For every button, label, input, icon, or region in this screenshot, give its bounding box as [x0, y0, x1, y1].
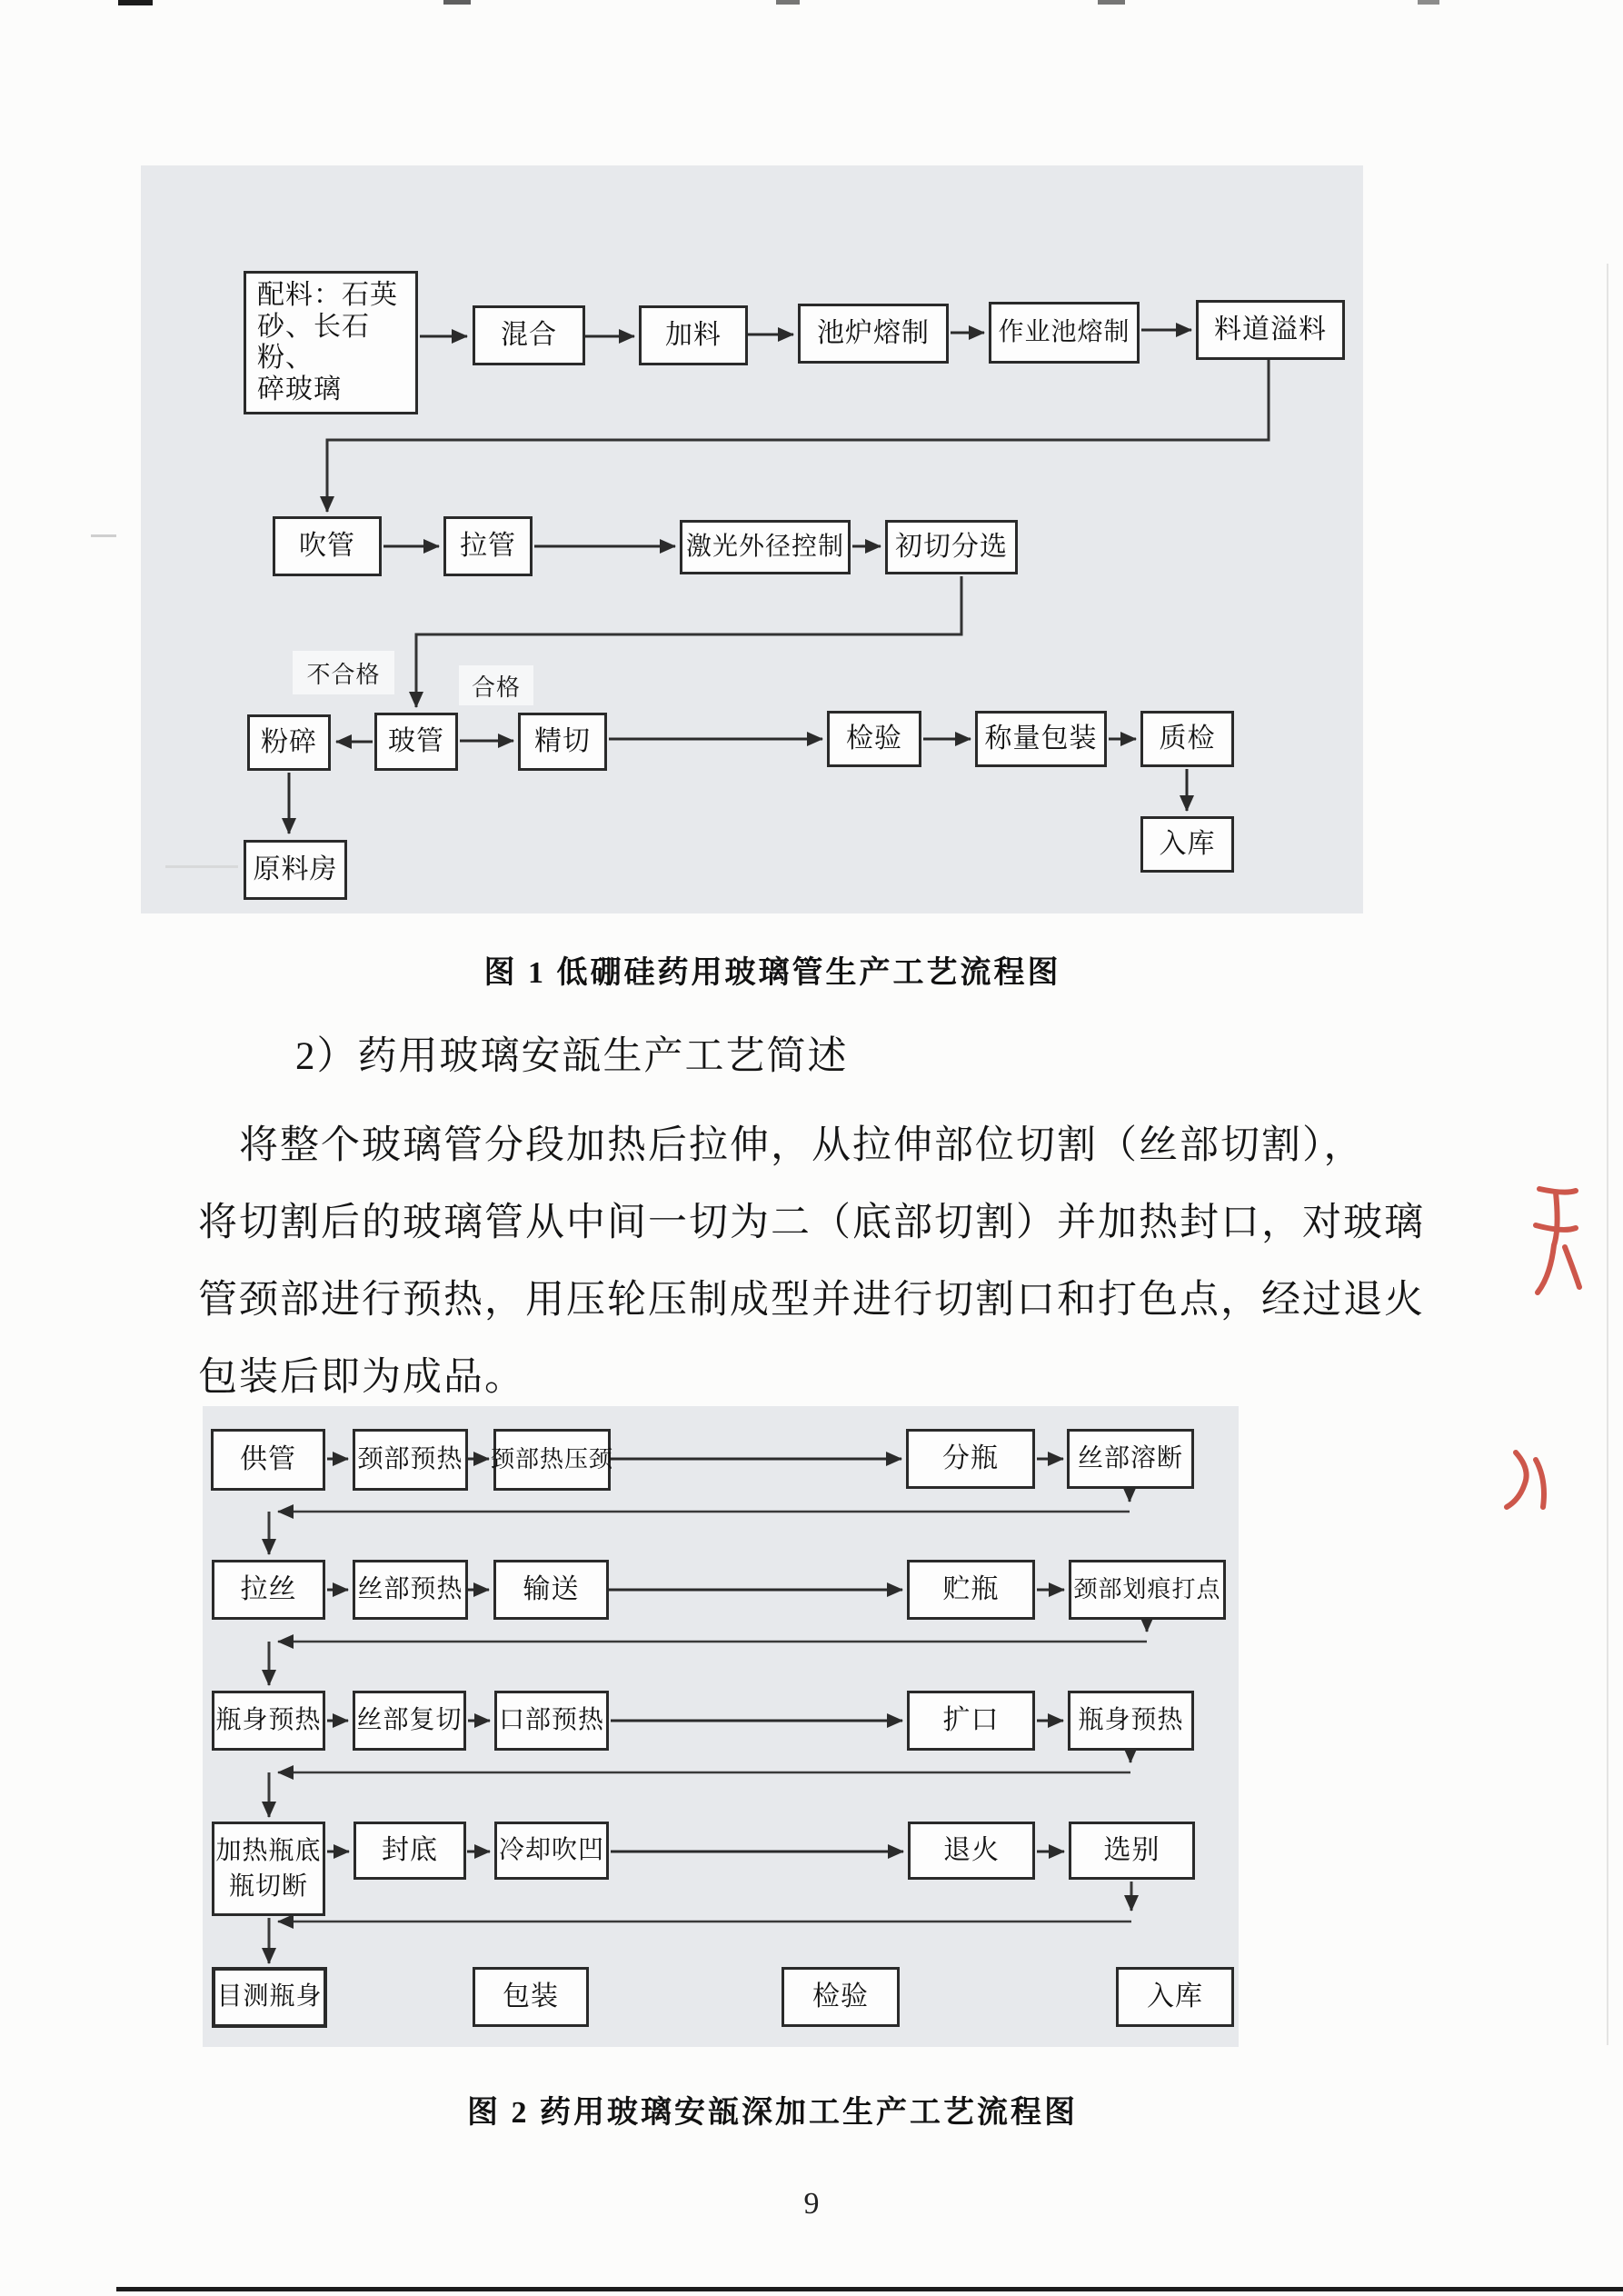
fig2-node-annealing: [908, 1822, 1035, 1880]
fig1-node-feeding: [639, 305, 748, 365]
node-label: 瓶身预热: [1078, 1705, 1184, 1734]
node-label: 加料: [665, 319, 722, 350]
node-label: 丝部复切: [356, 1705, 463, 1734]
node-label: 供管: [240, 1443, 296, 1474]
node-label: 入库: [1147, 1981, 1203, 2011]
label-text: 不合格: [306, 661, 381, 688]
fig1-node-tube-blowing: [273, 516, 382, 576]
node-label: 检验: [812, 1981, 869, 2011]
node-label: 瓶身预热: [215, 1705, 322, 1734]
fig2-node-final-inspection: [782, 1967, 900, 2027]
node-label: 原料房: [253, 854, 338, 884]
fig1-node-inspection: [827, 711, 921, 767]
fig2-node-wire-drawing: [212, 1560, 325, 1620]
node-label: 精切: [534, 725, 591, 756]
figure1-caption: [82, 947, 1463, 992]
node-label: 料道溢料: [1214, 314, 1327, 344]
scan-bottom-line: [116, 2287, 1623, 2291]
body-line: [198, 1269, 1425, 1324]
fig1-node-initial-cut-sorting: [885, 520, 1018, 574]
fig1-node-batch-materials: [244, 271, 418, 414]
heading-text: 2）药用玻璃安瓿生产工艺简述: [295, 1035, 849, 1078]
node-label: 颈部划痕打点: [1073, 1576, 1221, 1603]
fig2-node-bottle-split: [906, 1429, 1035, 1489]
node-label: 瓶切断: [228, 1872, 308, 1901]
caption-text: 图 1 低硼硅药用玻璃管生产工艺流程图: [483, 956, 1061, 990]
fig1-node-tube-drawing: [443, 516, 533, 576]
node-label: 目测瓶身: [216, 1982, 323, 2011]
node-label: 加热瓶底: [215, 1836, 322, 1865]
scan-edge-mark: [118, 0, 153, 5]
body-text: 管颈部进行预热，用压轮压制成型并进行切割口和打色点，经过退火: [198, 1279, 1425, 1322]
scan-smudge: [165, 865, 238, 868]
scan-right-edge-line: [1607, 264, 1608, 2045]
fig1-node-fine-cutting: [518, 713, 607, 771]
node-label: 吹管: [299, 530, 355, 561]
fig2-node-neck-scratch-dotting: [1069, 1560, 1226, 1620]
node-label: 颈部热压颈: [491, 1446, 614, 1473]
node-label: 丝部溶断: [1077, 1443, 1183, 1472]
node-label: 初切分选: [895, 531, 1008, 562]
fig1-node-raw-material-room: [244, 840, 347, 900]
fig2-node-bottle-storage: [907, 1560, 1035, 1620]
fig1-node-crushing: [247, 714, 331, 771]
node-label: 封底: [382, 1834, 438, 1865]
page-number: [0, 2187, 1623, 2221]
fig1-node-glass-tube: [374, 713, 458, 771]
fig2-node-sorting: [1069, 1822, 1195, 1880]
node-label: 粉碎: [261, 726, 317, 757]
node-label: 扩口: [942, 1704, 1000, 1735]
pass-label: [459, 665, 533, 705]
fig2-node-conveying: [493, 1560, 609, 1620]
fig1-node-warehousing: [1140, 816, 1234, 873]
node-label: 退火: [943, 1834, 1000, 1865]
fig2-node-cooling-blow: [494, 1822, 609, 1880]
red-pen-mark: [1507, 1189, 1579, 1507]
node-label: 输送: [523, 1573, 580, 1604]
scan-smudge: [91, 534, 116, 537]
scan-edge-mark: [776, 0, 800, 5]
node-label: 包装: [503, 1981, 559, 2011]
batch-line: 砂、长石粉、: [257, 311, 370, 373]
batch-line: 碎玻璃: [257, 374, 342, 404]
label-text: 合格: [471, 674, 521, 701]
fig2-node-heat-bottom-and-cut: [212, 1822, 325, 1916]
node-label: 入库: [1159, 828, 1216, 859]
node-label: 池炉熔制: [817, 317, 930, 348]
node-label: 玻管: [388, 725, 444, 756]
fail-label: [293, 651, 394, 694]
node-label: 激光外径控制: [685, 532, 844, 561]
fig1-node-working-pool-melting: [989, 302, 1140, 364]
fig2-node-bottom-sealing: [353, 1822, 466, 1880]
node-label: 贮瓶: [942, 1573, 1000, 1604]
fig2-node-mouth-preheat: [494, 1691, 609, 1751]
body-text: 将整个玻璃管分段加热后拉伸，从拉伸部位切割（丝部切割），: [239, 1124, 1365, 1167]
fig1-node-channel-overflow: [1196, 300, 1345, 360]
page-number-text: 9: [803, 2187, 820, 2221]
fig2-node-tube-supply: [211, 1429, 325, 1491]
fig1-node-weighing-packing: [975, 711, 1107, 767]
fig1-node-laser-od-control: [680, 520, 851, 574]
fig2-node-body-preheat-2: [1068, 1691, 1194, 1751]
fig2-node-neck-preheat: [353, 1429, 468, 1491]
body-text: 包装后即为成品。: [198, 1356, 525, 1399]
node-label: 称量包装: [984, 723, 1098, 754]
fig2-node-packing: [473, 1967, 589, 2027]
caption-text: 图 2 药用玻璃安瓿深加工生产工艺流程图: [467, 2096, 1078, 2130]
fig1-node-tank-furnace-melting: [798, 304, 949, 364]
node-label: 选别: [1103, 1834, 1160, 1865]
node-label: 拉丝: [240, 1573, 297, 1604]
body-line: [198, 1192, 1425, 1247]
fig2-node-mouth-flaring: [907, 1691, 1035, 1751]
scan-edge-mark: [443, 0, 471, 5]
fig2-node-final-warehousing: [1116, 1967, 1234, 2027]
fig2-node-visual-body-inspection: [212, 1967, 327, 2028]
scan-edge-mark: [1418, 0, 1439, 5]
node-label: 冷却吹凹: [498, 1835, 604, 1864]
fig2-node-neck-hot-press: [491, 1429, 614, 1491]
node-label: 分瓶: [942, 1442, 999, 1473]
node-label: 丝部预热: [357, 1574, 463, 1603]
node-label: 作业池熔制: [998, 317, 1130, 346]
figure2-caption: [82, 2087, 1463, 2131]
node-label: 混合: [501, 319, 557, 350]
section-heading: [295, 1025, 849, 1081]
fig2-node-filament-recut: [353, 1691, 466, 1751]
fig2-node-filament-preheat: [353, 1560, 468, 1620]
node-label: 拉管: [460, 530, 516, 561]
fig1-node-mixing: [473, 305, 585, 365]
node-label: 质检: [1159, 723, 1216, 754]
node-label: 检验: [846, 723, 902, 754]
batch-line: 配料：石英: [257, 280, 398, 310]
body-line: [239, 1114, 1365, 1170]
body-line: [198, 1346, 525, 1402]
fig2-node-filament-melt-cut: [1067, 1429, 1194, 1489]
node-label: 颈部预热: [357, 1444, 463, 1473]
node-label: 口部预热: [498, 1705, 604, 1734]
fig1-node-quality-check: [1140, 711, 1234, 767]
scan-edge-mark: [1098, 0, 1125, 5]
fig2-node-body-preheat-1: [212, 1691, 325, 1751]
body-text: 将切割后的玻璃管从中间一切为二（底部切割）并加热封口，对玻璃: [198, 1202, 1425, 1244]
